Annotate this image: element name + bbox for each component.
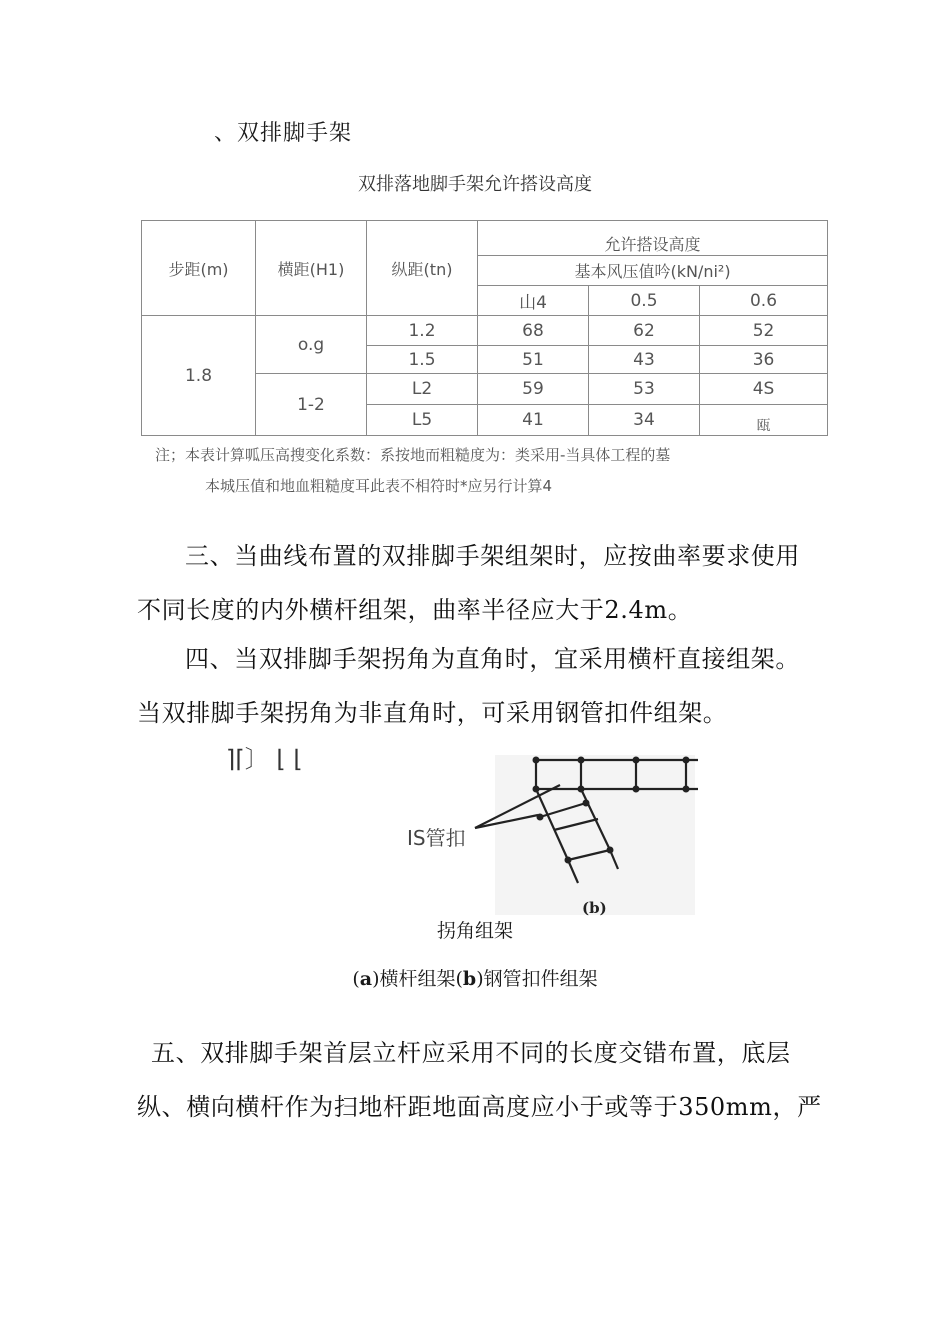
longitudinal-cell: L5 (367, 405, 478, 436)
horizontal-value-cell: o.g (256, 316, 367, 374)
height-value-cell: 34 (589, 405, 700, 436)
height-value-cell: 68 (478, 316, 589, 346)
pipe-coupler-label: IS管扣 (407, 826, 466, 850)
subcaption-b-text: 钢管扣件组架 (483, 968, 598, 990)
height-value-cell: 4S (700, 374, 828, 405)
longitudinal-cell: 1.5 (367, 346, 478, 374)
table-title: 双排落地脚手架允许搭设高度 (358, 174, 592, 195)
paragraph-5 (137, 1026, 822, 1134)
subcaption-a-text: 横杆组架 (379, 968, 456, 990)
paragraph-4-line2: 当双排脚手架拐角为非直角时，可采用钢管扣件组架。 (137, 699, 728, 727)
header-horizontal: 横距(H1) (256, 221, 367, 316)
paragraph-3 (137, 529, 800, 637)
section-heading: 、双排脚手架 (214, 121, 353, 146)
height-value-cell: 52 (700, 316, 828, 346)
paragraph-4 (137, 632, 800, 740)
allowed-height-table (141, 220, 828, 436)
table-note (155, 440, 670, 502)
header-allowed-height: 允许搭设高度 (478, 221, 828, 256)
wind-value-cell: 0.6 (700, 286, 828, 316)
wind-value-cell: 0.5 (589, 286, 700, 316)
subcaption-a-mark: a (359, 968, 373, 990)
wind-value-cell: 山4 (478, 286, 589, 316)
height-value-cell: 瓯 (700, 405, 828, 436)
horizontal-value-cell: 1-2 (256, 374, 367, 436)
table-note-line1: 注；本表计算呱压高搜变化系数：系按地而粗糙度为：类采用-当具体工程的墓 (155, 446, 671, 464)
figure-b-background (495, 755, 695, 915)
header-wind-pressure: 基本风压值吟(kN/ni²) (478, 256, 828, 286)
paragraph-4-line1: 四、当双排脚手架拐角为直角时，宜采用横杆直接组架。 (185, 645, 800, 673)
paragraph-3-line1: 三、当曲线布置的双排脚手架组架时，应按曲率要求使用 (185, 542, 800, 570)
longitudinal-cell: 1.2 (367, 316, 478, 346)
height-value-cell: 51 (478, 346, 589, 374)
figure-caption: 拐角组架 (436, 920, 513, 942)
figure-b-label: (b) (582, 899, 607, 917)
paragraph-5-line1: 五、双排脚手架首层立杆应采用不同的长度交错布置，底层 (151, 1039, 791, 1067)
header-step: 步距(m) (142, 221, 256, 316)
table-note-line2: 本城压值和地血粗糙度耳此表不相符时*应另行计算4 (205, 477, 553, 495)
header-longitudinal: 纵距(tn) (367, 221, 478, 316)
height-value-cell: 36 (700, 346, 828, 374)
height-value-cell: 62 (589, 316, 700, 346)
figure-subcaption: (a)横杆组架(b)钢管扣件组架 (352, 968, 598, 990)
paragraph-3-line2: 不同长度的内外横杆组架，曲率半径应大于2.4m。 (137, 596, 693, 624)
height-value-cell: 53 (589, 374, 700, 405)
height-value-cell: 59 (478, 374, 589, 405)
corner-assembly-figure (220, 735, 740, 920)
longitudinal-cell: L2 (367, 374, 478, 405)
paragraph-5-line2: 纵、横向横杆作为扫地杆距地面高度应小于或等于350mm，严 (137, 1093, 822, 1121)
subcaption-b-mark: b (462, 968, 477, 990)
step-value-cell: 1.8 (142, 316, 256, 436)
height-value-cell: 41 (478, 405, 589, 436)
figure-a-fragment: ⌉⌈〕 ⌊ ⌊ (226, 745, 303, 773)
height-value-cell: 43 (589, 346, 700, 374)
